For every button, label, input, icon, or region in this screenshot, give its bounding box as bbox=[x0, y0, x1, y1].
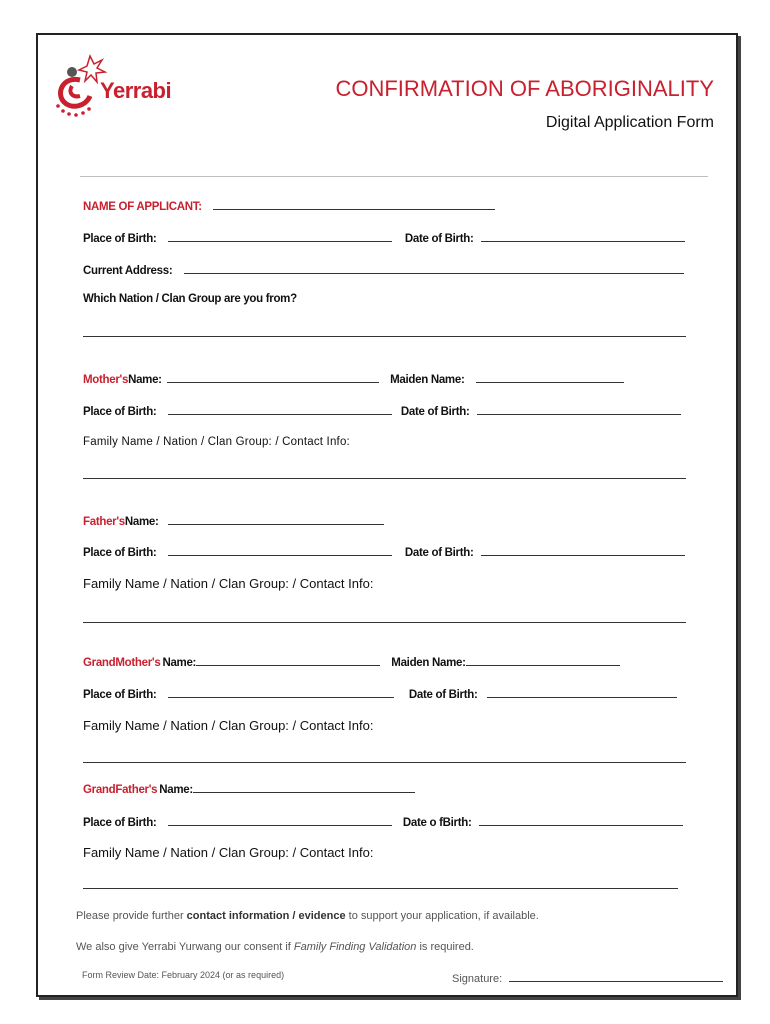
grandmother-maiden-field[interactable] bbox=[466, 655, 620, 666]
consent-note-emphasis: Family Finding Validation bbox=[293, 941, 417, 953]
father-name-prefix: Father's bbox=[83, 516, 125, 528]
consent-note-start: We also give Yerrabi Yurwang our consent if bbox=[76, 941, 294, 953]
consent-note-end: is required. bbox=[416, 941, 474, 953]
grandmother-family-field[interactable] bbox=[83, 762, 686, 763]
mother-family-field[interactable] bbox=[83, 478, 686, 479]
applicant-nation-field[interactable] bbox=[83, 336, 686, 337]
mother-dob-label: Date of Birth: bbox=[400, 406, 470, 418]
grandmother-maiden-label: Maiden Name: bbox=[391, 657, 466, 669]
father-name-label: Name: bbox=[124, 516, 159, 528]
father-place-of-birth-field[interactable] bbox=[168, 545, 392, 556]
mother-name-prefix: Mother's bbox=[83, 374, 129, 386]
mother-place-of-birth-label: Place of Birth: bbox=[83, 406, 157, 418]
grandfather-dob-field[interactable] bbox=[479, 815, 683, 826]
grandfather-place-of-birth-field[interactable] bbox=[168, 815, 392, 826]
applicant-place-of-birth-field[interactable] bbox=[168, 231, 392, 242]
evidence-note-start: Please provide further bbox=[76, 910, 187, 922]
evidence-note-emphasis: contact information / evidence bbox=[186, 910, 346, 922]
grandfather-family-row bbox=[83, 845, 373, 860]
signature-label: Signature: bbox=[452, 973, 503, 985]
mother-maiden-label: Maiden Name: bbox=[390, 374, 465, 386]
applicant-name-row bbox=[83, 199, 495, 213]
father-place-of-birth-label: Place of Birth: bbox=[83, 547, 157, 559]
father-dob-field[interactable] bbox=[481, 545, 685, 556]
signature-field[interactable] bbox=[509, 971, 723, 982]
review-date: Form Review Date: February 2024 (or as required) bbox=[82, 970, 285, 980]
applicant-dob-field[interactable] bbox=[481, 231, 685, 242]
grandmother-dob-label: Date of Birth: bbox=[408, 689, 478, 701]
father-dob-label: Date of Birth: bbox=[404, 547, 474, 559]
father-name-field[interactable] bbox=[168, 514, 384, 525]
grandfather-place-of-birth-label: Place of Birth: bbox=[83, 817, 157, 829]
applicant-nation-question: Which Nation / Clan Group are you from? bbox=[83, 293, 297, 305]
grandfather-birth-row bbox=[83, 815, 683, 829]
page-title: CONFIRMATION OF ABORIGINALITY bbox=[335, 76, 714, 101]
applicant-address-field[interactable] bbox=[184, 263, 684, 274]
mother-dob-field[interactable] bbox=[477, 404, 681, 415]
grandfather-family-label: Family Name / Nation / Clan Group: / Contact Info: bbox=[83, 845, 374, 860]
grandmother-name-prefix: GrandMother's bbox=[83, 657, 161, 669]
grandmother-place-of-birth-label: Place of Birth: bbox=[83, 689, 157, 701]
signature-row bbox=[452, 971, 723, 985]
grandmother-family-label: Family Name / Nation / Clan Group: / Contact Info: bbox=[83, 718, 374, 733]
mother-family-row bbox=[83, 436, 350, 448]
applicant-address-label: Current Address: bbox=[83, 265, 173, 277]
applicant-dob-label: Date of Birth: bbox=[404, 233, 474, 245]
father-birth-row bbox=[83, 545, 685, 559]
grandfather-name-row bbox=[83, 782, 415, 796]
grandfather-name-prefix: GrandFather's bbox=[83, 784, 158, 796]
mother-place-of-birth-field[interactable] bbox=[168, 404, 392, 415]
applicant-place-of-birth-label: Place of Birth: bbox=[83, 233, 157, 245]
mother-name-field[interactable] bbox=[167, 372, 379, 383]
mother-name-label: Name: bbox=[128, 374, 162, 386]
grandfather-name-field[interactable] bbox=[193, 782, 415, 793]
grandmother-place-of-birth-field[interactable] bbox=[168, 687, 394, 698]
applicant-address-row bbox=[83, 263, 684, 277]
mother-family-label: Family Name / Nation / Clan Group: / Contact Info: bbox=[83, 436, 350, 448]
grandmother-name-field[interactable] bbox=[196, 655, 380, 666]
grandmother-family-row bbox=[83, 718, 373, 733]
applicant-name-field[interactable] bbox=[213, 199, 495, 210]
grandfather-name-label: Name: bbox=[159, 784, 193, 796]
page-subtitle: Digital Application Form bbox=[545, 114, 714, 131]
mother-birth-row bbox=[83, 404, 681, 418]
grandmother-name-label: Name: bbox=[162, 657, 197, 669]
applicant-nation-row bbox=[83, 293, 297, 305]
mother-maiden-field[interactable] bbox=[476, 372, 624, 383]
grandmother-dob-field[interactable] bbox=[487, 687, 677, 698]
consent-note bbox=[76, 941, 474, 953]
evidence-note-end: to support your application, if available. bbox=[345, 910, 539, 922]
father-family-row bbox=[83, 576, 373, 591]
logo-text: Yerrabi bbox=[100, 78, 172, 103]
evidence-note bbox=[76, 910, 539, 922]
grandfather-family-field[interactable] bbox=[83, 888, 678, 889]
father-family-label: Family Name / Nation / Clan Group: / Contact Info: bbox=[83, 576, 374, 591]
father-family-field[interactable] bbox=[83, 622, 686, 623]
applicant-birth-row bbox=[83, 231, 685, 245]
grandfather-dob-label: Date o fBirth: bbox=[402, 817, 472, 829]
father-name-row bbox=[83, 514, 384, 528]
mother-name-row bbox=[83, 372, 624, 386]
applicant-name-label: NAME OF APPLICANT: bbox=[83, 201, 202, 213]
header-divider bbox=[80, 176, 708, 177]
grandmother-birth-row bbox=[83, 687, 677, 701]
grandmother-name-row bbox=[83, 655, 620, 669]
